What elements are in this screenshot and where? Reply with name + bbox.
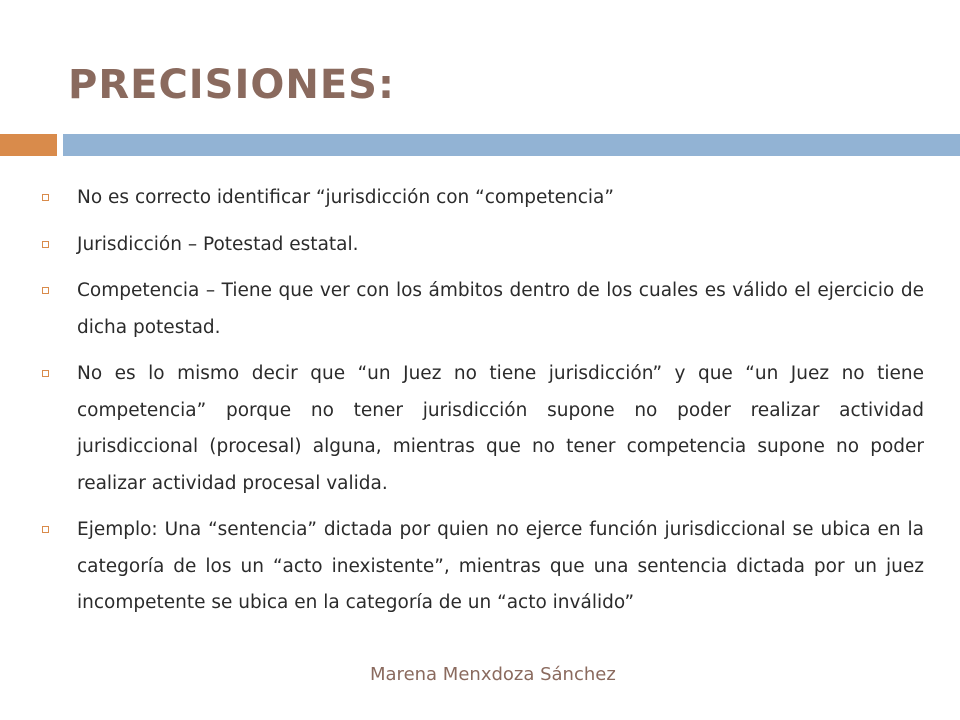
square-bullet-icon <box>42 287 49 294</box>
slide-title: PRECISIONES: <box>68 62 395 108</box>
accent-bar <box>0 134 57 156</box>
bullet-item-4 <box>42 356 924 502</box>
square-bullet-icon <box>42 241 49 248</box>
bullet-list <box>42 180 924 632</box>
bullet-item-2 <box>42 227 924 264</box>
bullet-item-5 <box>42 512 924 622</box>
bullet-text-1: No es correcto identificar “jurisdicción con “competencia” <box>77 187 614 208</box>
bullet-text-3: Competencia – Tiene que ver con los ámbitos dentro de los cuales es válido el ejercicio de dicha potestad. <box>77 280 924 338</box>
square-bullet-icon <box>42 370 49 377</box>
slide-footer-author: Marena Menxdoza Sánchez <box>370 664 616 685</box>
bullet-item-3 <box>42 273 924 346</box>
square-bullet-icon <box>42 526 49 533</box>
title-underline-bar <box>63 134 960 156</box>
bullet-text-2: Jurisdicción – Potestad estatal. <box>77 233 359 255</box>
bullet-text-4: No es lo mismo decir que “un Juez no tiene jurisdicción” y que “un Juez no tiene competencia” porque no tener jurisdicción supone no poder realizar actividad jurisdiccional (procesal) alguna, mientras que no tener competencia supone no poder realizar actividad procesal valida. <box>77 363 924 494</box>
bullet-text-5: Ejemplo: Una “sentencia” dictada por quien no ejerce función jurisdiccional se ubica en la categoría de los un “acto inexistente”, mientras que una sentencia dictada por un juez incompetente se ubica en la categoría de un “acto inválido” <box>77 519 924 613</box>
bullet-item-1 <box>42 180 924 217</box>
square-bullet-icon <box>42 194 49 201</box>
